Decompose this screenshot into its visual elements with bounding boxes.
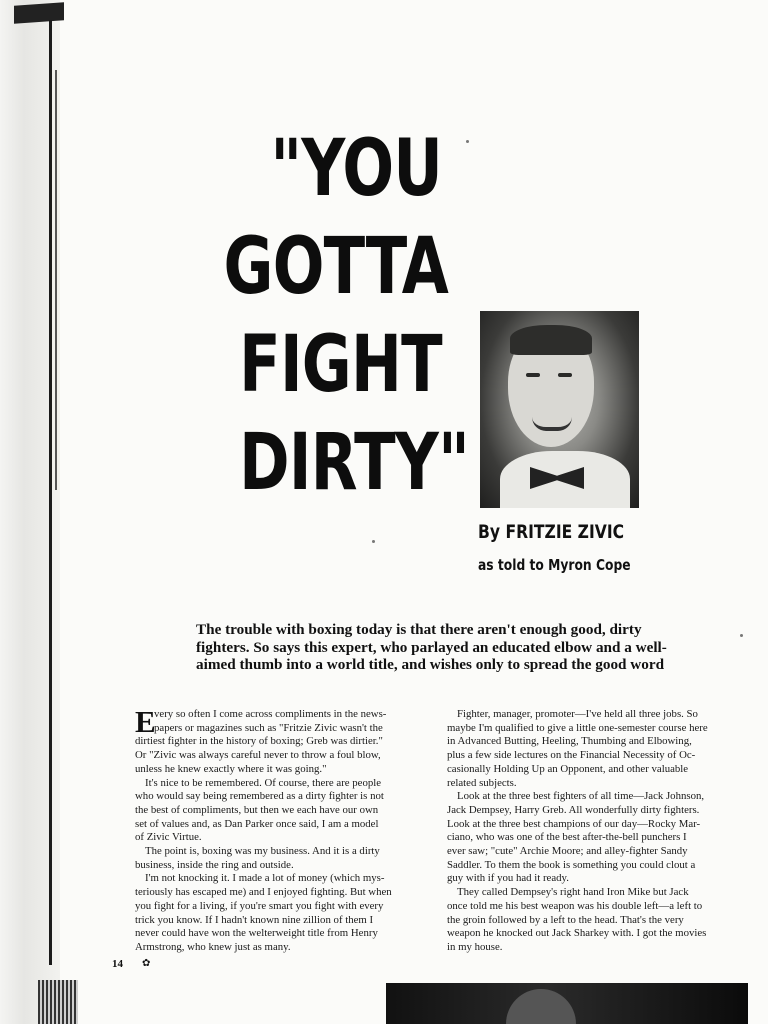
headline-line-1: "YOU [270, 124, 442, 214]
headline-line-4: DIRTY" [239, 418, 469, 508]
body-line: never could have won the welterweight title from Henry [135, 927, 378, 940]
next-page-photo-fragment [386, 983, 748, 1024]
body-line: The point is, boxing was my business. And it is a dirty [145, 845, 380, 858]
body-line: Look at the three best champions of our day—Rocky Mar- [447, 817, 701, 830]
body-line: who would say being remembered as a dirty fighter is not [135, 790, 384, 803]
binding-shadow [49, 20, 52, 965]
headline-line-3: FIGHT [239, 320, 442, 410]
body-line: in Advanced Butting, Heeling, Thumbing and Elbowing, [447, 735, 692, 748]
body-line: in my house. [447, 940, 503, 953]
body-line: Or "Zivic was always careful never to throw a foul blow, [135, 749, 381, 762]
body-line: casionally Holding Up an Opponent, and other valuable [447, 762, 689, 775]
body-line: set of values and, as Dan Parker once said, I am a model [135, 817, 379, 830]
body-line: once told me his best weapon was his double left—a left to [447, 899, 703, 912]
body-line: plus a few side lectures on the Financial Necessity of Oc- [447, 749, 696, 762]
byline-as-told-to: as told to Myron Cope [478, 556, 631, 574]
body-line: the groin followed by a left to the head. That's the very [447, 913, 684, 926]
scan-speck [372, 540, 375, 543]
body-line: ciano, who was one of the best after-the-bell punchers I [447, 831, 687, 844]
body-line: Jack Dempsey, Harry Greb. All wonderfully dirty fighters. [447, 803, 700, 816]
scan-corner-artifact [14, 2, 64, 23]
deck-line: fighters. So says this expert, who parlayed an educated elbow and a well- [196, 638, 667, 656]
portrait-eye [526, 373, 540, 377]
deck-line: aimed thumb into a world title, and wishes only to spread the good word [196, 656, 665, 673]
body-line: teriously has escaped me) and I enjoyed fighting. But when [135, 886, 392, 899]
article-deck [196, 621, 676, 674]
scan-edge-bottom [38, 980, 78, 1024]
drop-cap: E [135, 704, 156, 739]
deck-line: The trouble with boxing today is that there aren't enough good, dirty [196, 621, 642, 638]
body-line: Saddler. To them the book is something you could clout a [447, 858, 696, 871]
body-line: you fight for a living, if you're smart you fight with every [135, 899, 384, 912]
body-line: guy with if you had it ready. [447, 872, 569, 885]
headline [222, 120, 469, 512]
body-line: It's nice to be remembered. Of course, there are people [145, 776, 382, 789]
body-line: dirtiest fighter in the history of boxing; Greb was dirtier." [135, 735, 383, 748]
body-column-2 [447, 708, 739, 955]
body-line: of Zivic Virtue. [135, 831, 202, 844]
body-line: unless he knew exactly where it was going." [135, 762, 327, 775]
portrait-hair [510, 325, 592, 355]
author-portrait-photo [480, 311, 639, 508]
body-line: business, inside the ring and outside. [135, 858, 294, 871]
scan-speck [740, 634, 743, 637]
body-line: I'm not knocking it. I made a lot of money (which mys- [145, 872, 385, 885]
binding-shadow-inner [55, 70, 57, 490]
body-line: related subjects. [447, 776, 517, 789]
body-line: the best of compliments, but then we each have our own [135, 803, 379, 816]
page-ornament-icon: ✿ [142, 958, 151, 969]
body-line: weapon he knocked out Jack Sharkey with. I got the movies [447, 927, 707, 940]
body-column-1 [135, 704, 431, 955]
portrait-eye [558, 373, 572, 377]
scan-speck [466, 140, 469, 143]
body-line: papers or magazines such as "Fritzie Zivic wasn't the [154, 721, 383, 734]
body-line: maybe I'm qualified to give a little one-semester course here [447, 721, 708, 734]
body-line: very so often I come across compliments in the news- [154, 708, 387, 720]
body-line: trick you know. If I hadn't known nine zillion of them I [135, 913, 374, 926]
body-line: They called Dempsey's right hand Iron Mike but Jack [457, 886, 689, 899]
body-line: Armstrong, who knew just as many. [135, 940, 291, 953]
byline-author: By FRITZIE ZIVIC [478, 521, 625, 543]
page-number: 14 [112, 958, 123, 970]
body-line: ever saw; "cute" Archie Moore; and alley-fighter Sandy [447, 845, 688, 858]
body-line: Fighter, manager, promoter—I've held all three jobs. So [457, 708, 698, 720]
headline-line-2: GOTTA [223, 222, 449, 312]
body-line: Look at the three best fighters of all time—Jack Johnson, [457, 790, 705, 803]
